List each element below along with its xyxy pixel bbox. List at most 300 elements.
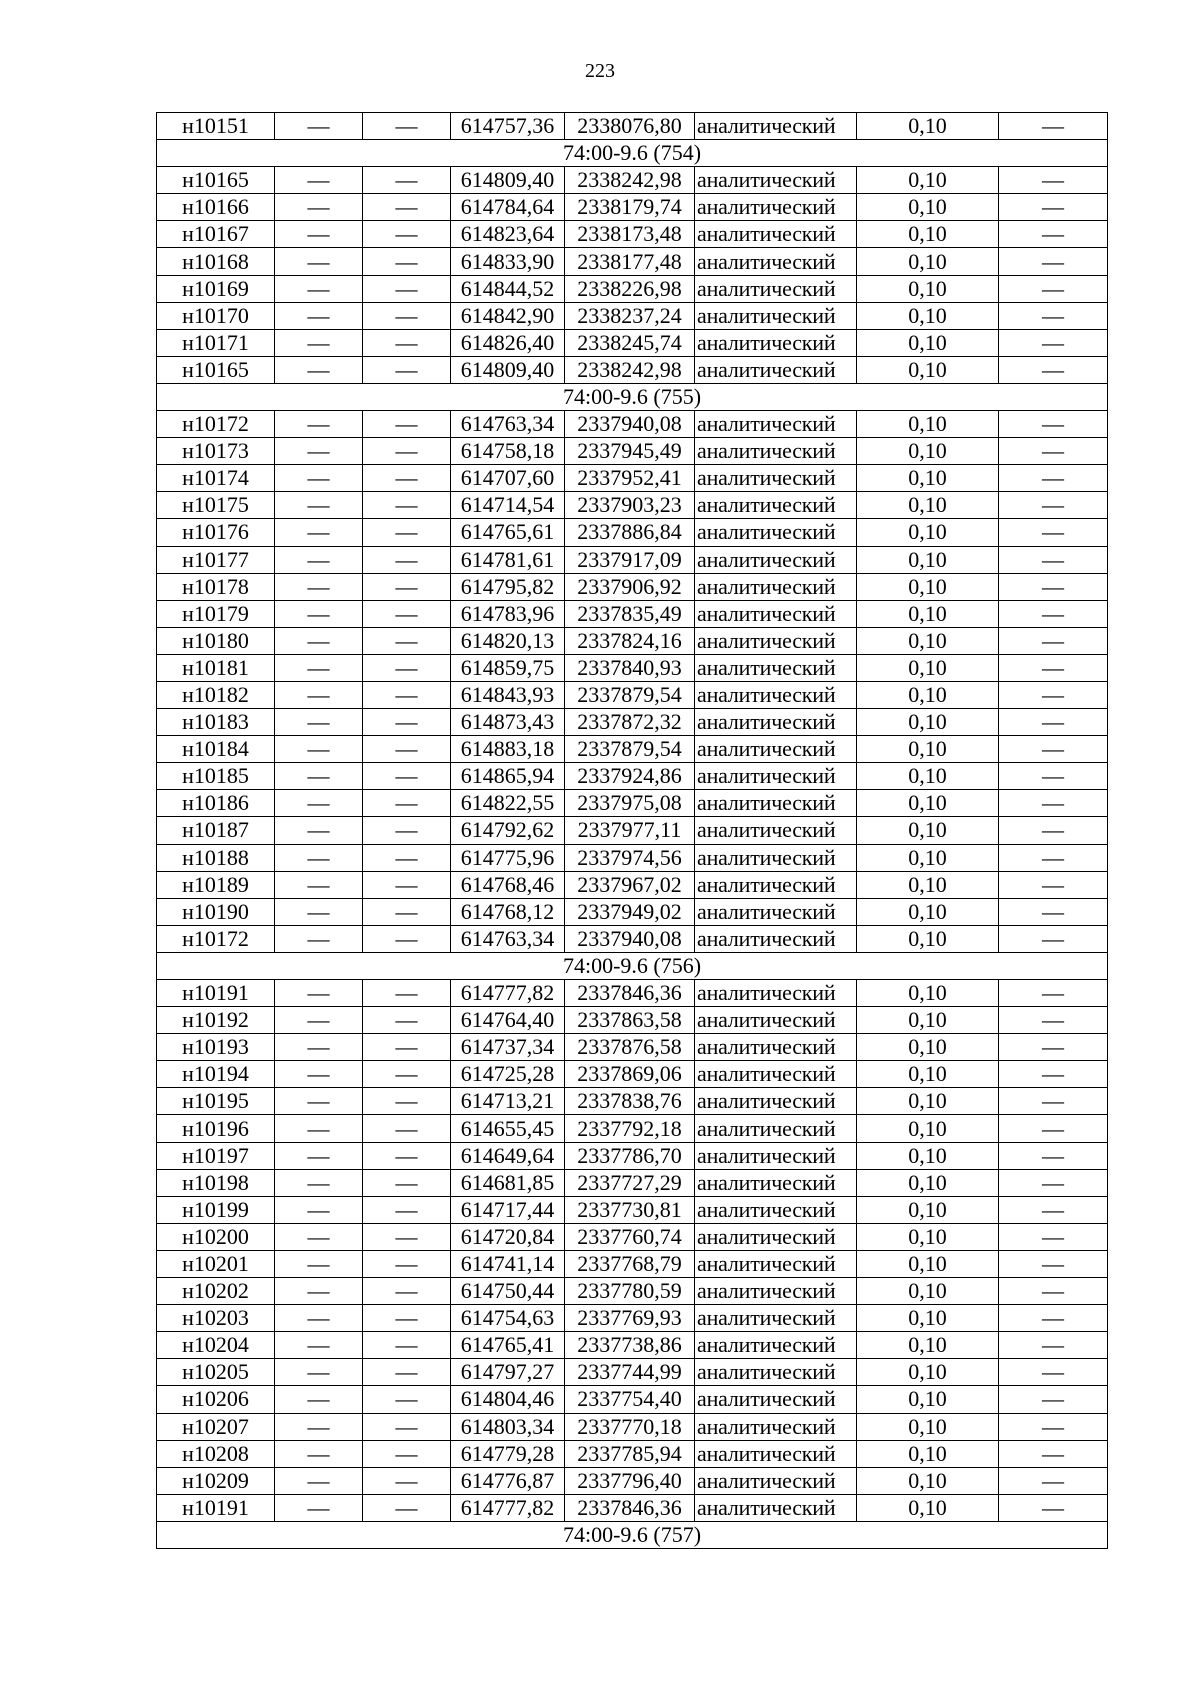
note-cell: — bbox=[999, 1467, 1108, 1494]
note-cell: — bbox=[999, 1061, 1108, 1088]
table-row bbox=[157, 871, 1108, 898]
coord-y-cell: 2337940,08 bbox=[565, 925, 695, 952]
accuracy-cell: 0,10 bbox=[857, 438, 999, 465]
coord-y-cell: 2337879,54 bbox=[565, 681, 695, 708]
method-cell: аналитический bbox=[695, 411, 857, 438]
coord-y-cell: 2337840,93 bbox=[565, 654, 695, 681]
empty-y-cell: — bbox=[363, 1494, 451, 1521]
method-cell: аналитический bbox=[695, 1034, 857, 1061]
empty-x-cell: — bbox=[275, 1169, 363, 1196]
empty-y-cell: — bbox=[363, 573, 451, 600]
method-cell: аналитический bbox=[695, 763, 857, 790]
empty-x-cell: — bbox=[275, 465, 363, 492]
coord-x-cell: 614803,34 bbox=[451, 1413, 565, 1440]
coord-y-cell: 2337846,36 bbox=[565, 980, 695, 1007]
table-row bbox=[157, 329, 1108, 356]
coord-y-cell: 2337974,56 bbox=[565, 844, 695, 871]
method-cell: аналитический bbox=[695, 627, 857, 654]
empty-y-cell: — bbox=[363, 1088, 451, 1115]
note-cell: — bbox=[999, 438, 1108, 465]
empty-x-cell: — bbox=[275, 1278, 363, 1305]
accuracy-cell: 0,10 bbox=[857, 736, 999, 763]
table-row bbox=[157, 925, 1108, 952]
empty-x-cell: — bbox=[275, 817, 363, 844]
point-id-cell: н10177 bbox=[157, 546, 275, 573]
empty-y-cell: — bbox=[363, 600, 451, 627]
empty-x-cell: — bbox=[275, 1007, 363, 1034]
accuracy-cell: 0,10 bbox=[857, 1305, 999, 1332]
note-cell: — bbox=[999, 1034, 1108, 1061]
empty-x-cell: — bbox=[275, 600, 363, 627]
empty-y-cell: — bbox=[363, 492, 451, 519]
coord-x-cell: 614776,87 bbox=[451, 1467, 565, 1494]
point-id-cell: н10202 bbox=[157, 1278, 275, 1305]
coord-x-cell: 614725,28 bbox=[451, 1061, 565, 1088]
note-cell: — bbox=[999, 1223, 1108, 1250]
empty-y-cell: — bbox=[363, 1413, 451, 1440]
coord-y-cell: 2337846,36 bbox=[565, 1494, 695, 1521]
accuracy-cell: 0,10 bbox=[857, 763, 999, 790]
note-cell: — bbox=[999, 1007, 1108, 1034]
coord-x-cell: 614707,60 bbox=[451, 465, 565, 492]
empty-x-cell: — bbox=[275, 167, 363, 194]
table-row bbox=[157, 627, 1108, 654]
empty-y-cell: — bbox=[363, 1305, 451, 1332]
accuracy-cell: 0,10 bbox=[857, 1007, 999, 1034]
coord-y-cell: 2337792,18 bbox=[565, 1115, 695, 1142]
note-cell: — bbox=[999, 275, 1108, 302]
coord-y-cell: 2337975,08 bbox=[565, 790, 695, 817]
point-id-cell: н10175 bbox=[157, 492, 275, 519]
empty-y-cell: — bbox=[363, 411, 451, 438]
empty-x-cell: — bbox=[275, 411, 363, 438]
table-row bbox=[157, 1169, 1108, 1196]
table-row bbox=[157, 1467, 1108, 1494]
note-cell: — bbox=[999, 546, 1108, 573]
empty-y-cell: — bbox=[363, 194, 451, 221]
table-row bbox=[157, 817, 1108, 844]
note-cell: — bbox=[999, 1305, 1108, 1332]
empty-y-cell: — bbox=[363, 1250, 451, 1277]
note-cell: — bbox=[999, 980, 1108, 1007]
coord-y-cell: 2337796,40 bbox=[565, 1467, 695, 1494]
group-header-row bbox=[157, 140, 1108, 167]
coord-x-cell: 614783,96 bbox=[451, 600, 565, 627]
accuracy-cell: 0,10 bbox=[857, 167, 999, 194]
coord-x-cell: 614823,64 bbox=[451, 221, 565, 248]
empty-y-cell: — bbox=[363, 1278, 451, 1305]
coord-y-cell: 2337838,76 bbox=[565, 1088, 695, 1115]
point-id-cell: н10168 bbox=[157, 248, 275, 275]
accuracy-cell: 0,10 bbox=[857, 275, 999, 302]
coord-y-cell: 2337835,49 bbox=[565, 600, 695, 627]
empty-y-cell: — bbox=[363, 356, 451, 383]
coord-x-cell: 614655,45 bbox=[451, 1115, 565, 1142]
table-row bbox=[157, 1332, 1108, 1359]
empty-y-cell: — bbox=[363, 465, 451, 492]
method-cell: аналитический bbox=[695, 519, 857, 546]
table-row bbox=[157, 167, 1108, 194]
point-id-cell: н10189 bbox=[157, 871, 275, 898]
note-cell: — bbox=[999, 113, 1108, 140]
note-cell: — bbox=[999, 736, 1108, 763]
note-cell: — bbox=[999, 248, 1108, 275]
note-cell: — bbox=[999, 519, 1108, 546]
table-row bbox=[157, 1413, 1108, 1440]
accuracy-cell: 0,10 bbox=[857, 1088, 999, 1115]
point-id-cell: н10172 bbox=[157, 925, 275, 952]
note-cell: — bbox=[999, 411, 1108, 438]
coord-y-cell: 2337727,29 bbox=[565, 1169, 695, 1196]
accuracy-cell: 0,10 bbox=[857, 248, 999, 275]
empty-x-cell: — bbox=[275, 302, 363, 329]
table-row bbox=[157, 438, 1108, 465]
empty-y-cell: — bbox=[363, 1386, 451, 1413]
empty-y-cell: — bbox=[363, 1440, 451, 1467]
coord-x-cell: 614741,14 bbox=[451, 1250, 565, 1277]
empty-x-cell: — bbox=[275, 1467, 363, 1494]
table-row bbox=[157, 1115, 1108, 1142]
method-cell: аналитический bbox=[695, 1413, 857, 1440]
coord-x-cell: 614792,62 bbox=[451, 817, 565, 844]
accuracy-cell: 0,10 bbox=[857, 356, 999, 383]
empty-x-cell: — bbox=[275, 194, 363, 221]
empty-x-cell: — bbox=[275, 790, 363, 817]
coord-x-cell: 614797,27 bbox=[451, 1359, 565, 1386]
table-row bbox=[157, 248, 1108, 275]
empty-x-cell: — bbox=[275, 980, 363, 1007]
point-id-cell: н10209 bbox=[157, 1467, 275, 1494]
table-row bbox=[157, 1034, 1108, 1061]
coord-x-cell: 614842,90 bbox=[451, 302, 565, 329]
method-cell: аналитический bbox=[695, 356, 857, 383]
coord-x-cell: 614765,61 bbox=[451, 519, 565, 546]
table-row bbox=[157, 1305, 1108, 1332]
note-cell: — bbox=[999, 709, 1108, 736]
coord-x-cell: 614777,82 bbox=[451, 1494, 565, 1521]
accuracy-cell: 0,10 bbox=[857, 221, 999, 248]
point-id-cell: н10203 bbox=[157, 1305, 275, 1332]
table-row bbox=[157, 1007, 1108, 1034]
empty-x-cell: — bbox=[275, 736, 363, 763]
empty-y-cell: — bbox=[363, 1223, 451, 1250]
coord-x-cell: 614843,93 bbox=[451, 681, 565, 708]
empty-x-cell: — bbox=[275, 573, 363, 600]
accuracy-cell: 0,10 bbox=[857, 1494, 999, 1521]
coord-y-cell: 2337924,86 bbox=[565, 763, 695, 790]
method-cell: аналитический bbox=[695, 573, 857, 600]
table-row bbox=[157, 1196, 1108, 1223]
empty-x-cell: — bbox=[275, 356, 363, 383]
table-row bbox=[157, 1142, 1108, 1169]
empty-x-cell: — bbox=[275, 627, 363, 654]
empty-y-cell: — bbox=[363, 1196, 451, 1223]
empty-y-cell: — bbox=[363, 1007, 451, 1034]
method-cell: аналитический bbox=[695, 1007, 857, 1034]
empty-y-cell: — bbox=[363, 763, 451, 790]
coord-y-cell: 2337760,74 bbox=[565, 1223, 695, 1250]
point-id-cell: н10188 bbox=[157, 844, 275, 871]
method-cell: аналитический bbox=[695, 817, 857, 844]
coord-x-cell: 614865,94 bbox=[451, 763, 565, 790]
coord-y-cell: 2337917,09 bbox=[565, 546, 695, 573]
coord-y-cell: 2337770,18 bbox=[565, 1413, 695, 1440]
method-cell: аналитический bbox=[695, 302, 857, 329]
empty-y-cell: — bbox=[363, 275, 451, 302]
method-cell: аналитический bbox=[695, 546, 857, 573]
empty-y-cell: — bbox=[363, 654, 451, 681]
point-id-cell: н10176 bbox=[157, 519, 275, 546]
table-row bbox=[157, 1250, 1108, 1277]
empty-x-cell: — bbox=[275, 844, 363, 871]
table-row bbox=[157, 790, 1108, 817]
coord-x-cell: 614795,82 bbox=[451, 573, 565, 600]
accuracy-cell: 0,10 bbox=[857, 1359, 999, 1386]
empty-x-cell: — bbox=[275, 113, 363, 140]
empty-x-cell: — bbox=[275, 546, 363, 573]
coord-x-cell: 614758,18 bbox=[451, 438, 565, 465]
coord-x-cell: 614883,18 bbox=[451, 736, 565, 763]
accuracy-cell: 0,10 bbox=[857, 519, 999, 546]
table-row bbox=[157, 898, 1108, 925]
empty-x-cell: — bbox=[275, 1088, 363, 1115]
group-label: 74:00-9.6 (756) bbox=[157, 952, 1108, 979]
coord-y-cell: 2337872,32 bbox=[565, 709, 695, 736]
accuracy-cell: 0,10 bbox=[857, 1332, 999, 1359]
accuracy-cell: 0,10 bbox=[857, 573, 999, 600]
method-cell: аналитический bbox=[695, 1061, 857, 1088]
accuracy-cell: 0,10 bbox=[857, 1386, 999, 1413]
coord-x-cell: 614750,44 bbox=[451, 1278, 565, 1305]
table-row bbox=[157, 980, 1108, 1007]
empty-x-cell: — bbox=[275, 492, 363, 519]
empty-x-cell: — bbox=[275, 1115, 363, 1142]
coord-x-cell: 614754,63 bbox=[451, 1305, 565, 1332]
empty-x-cell: — bbox=[275, 275, 363, 302]
method-cell: аналитический bbox=[695, 438, 857, 465]
coord-y-cell: 2337903,23 bbox=[565, 492, 695, 519]
empty-y-cell: — bbox=[363, 113, 451, 140]
accuracy-cell: 0,10 bbox=[857, 600, 999, 627]
empty-y-cell: — bbox=[363, 248, 451, 275]
table-row bbox=[157, 519, 1108, 546]
table-row bbox=[157, 844, 1108, 871]
note-cell: — bbox=[999, 600, 1108, 627]
method-cell: аналитический bbox=[695, 1467, 857, 1494]
point-id-cell: н10178 bbox=[157, 573, 275, 600]
accuracy-cell: 0,10 bbox=[857, 871, 999, 898]
empty-x-cell: — bbox=[275, 1386, 363, 1413]
method-cell: аналитический bbox=[695, 980, 857, 1007]
table-row bbox=[157, 113, 1108, 140]
empty-x-cell: — bbox=[275, 1413, 363, 1440]
empty-y-cell: — bbox=[363, 790, 451, 817]
coord-x-cell: 614826,40 bbox=[451, 329, 565, 356]
coord-x-cell: 614820,13 bbox=[451, 627, 565, 654]
method-cell: аналитический bbox=[695, 1332, 857, 1359]
point-id-cell: н10185 bbox=[157, 763, 275, 790]
method-cell: аналитический bbox=[695, 1359, 857, 1386]
accuracy-cell: 0,10 bbox=[857, 1278, 999, 1305]
coord-y-cell: 2337945,49 bbox=[565, 438, 695, 465]
note-cell: — bbox=[999, 1440, 1108, 1467]
accuracy-cell: 0,10 bbox=[857, 1250, 999, 1277]
table-row bbox=[157, 302, 1108, 329]
method-cell: аналитический bbox=[695, 1305, 857, 1332]
coord-y-cell: 2337786,70 bbox=[565, 1142, 695, 1169]
table-row bbox=[157, 654, 1108, 681]
empty-y-cell: — bbox=[363, 221, 451, 248]
accuracy-cell: 0,10 bbox=[857, 627, 999, 654]
method-cell: аналитический bbox=[695, 898, 857, 925]
coord-x-cell: 614804,46 bbox=[451, 1386, 565, 1413]
group-header-row bbox=[157, 383, 1108, 410]
point-id-cell: н10165 bbox=[157, 356, 275, 383]
method-cell: аналитический bbox=[695, 844, 857, 871]
coord-y-cell: 2337940,08 bbox=[565, 411, 695, 438]
method-cell: аналитический bbox=[695, 736, 857, 763]
note-cell: — bbox=[999, 194, 1108, 221]
empty-y-cell: — bbox=[363, 898, 451, 925]
note-cell: — bbox=[999, 167, 1108, 194]
coordinates-table bbox=[156, 112, 1108, 1549]
note-cell: — bbox=[999, 329, 1108, 356]
coord-y-cell: 2337977,11 bbox=[565, 817, 695, 844]
accuracy-cell: 0,10 bbox=[857, 1413, 999, 1440]
method-cell: аналитический bbox=[695, 465, 857, 492]
point-id-cell: н10165 bbox=[157, 167, 275, 194]
coord-y-cell: 2337769,93 bbox=[565, 1305, 695, 1332]
note-cell: — bbox=[999, 763, 1108, 790]
point-id-cell: н10193 bbox=[157, 1034, 275, 1061]
method-cell: аналитический bbox=[695, 1088, 857, 1115]
page-number: 223 bbox=[585, 60, 615, 82]
method-cell: аналитический bbox=[695, 1440, 857, 1467]
empty-x-cell: — bbox=[275, 438, 363, 465]
empty-y-cell: — bbox=[363, 925, 451, 952]
table-row bbox=[157, 194, 1108, 221]
table-row bbox=[157, 709, 1108, 736]
empty-x-cell: — bbox=[275, 898, 363, 925]
point-id-cell: н10186 bbox=[157, 790, 275, 817]
method-cell: аналитический bbox=[695, 113, 857, 140]
table-row bbox=[157, 1061, 1108, 1088]
point-id-cell: н10179 bbox=[157, 600, 275, 627]
note-cell: — bbox=[999, 1088, 1108, 1115]
accuracy-cell: 0,10 bbox=[857, 898, 999, 925]
coord-y-cell: 2337824,16 bbox=[565, 627, 695, 654]
coord-x-cell: 614717,44 bbox=[451, 1196, 565, 1223]
point-id-cell: н10190 bbox=[157, 898, 275, 925]
coord-x-cell: 614681,85 bbox=[451, 1169, 565, 1196]
method-cell: аналитический bbox=[695, 1386, 857, 1413]
coord-x-cell: 614714,54 bbox=[451, 492, 565, 519]
coord-y-cell: 2337785,94 bbox=[565, 1440, 695, 1467]
method-cell: аналитический bbox=[695, 167, 857, 194]
coord-y-cell: 2337754,40 bbox=[565, 1386, 695, 1413]
note-cell: — bbox=[999, 1196, 1108, 1223]
note-cell: — bbox=[999, 681, 1108, 708]
coord-x-cell: 614873,43 bbox=[451, 709, 565, 736]
point-id-cell: н10173 bbox=[157, 438, 275, 465]
coord-y-cell: 2337906,92 bbox=[565, 573, 695, 600]
empty-x-cell: — bbox=[275, 1250, 363, 1277]
coord-x-cell: 614768,12 bbox=[451, 898, 565, 925]
coord-y-cell: 2337952,41 bbox=[565, 465, 695, 492]
empty-x-cell: — bbox=[275, 1196, 363, 1223]
coord-y-cell: 2337949,02 bbox=[565, 898, 695, 925]
point-id-cell: н10197 bbox=[157, 1142, 275, 1169]
point-id-cell: н10192 bbox=[157, 1007, 275, 1034]
table-body bbox=[157, 113, 1108, 1549]
coord-x-cell: 614713,21 bbox=[451, 1088, 565, 1115]
table-row bbox=[157, 1494, 1108, 1521]
accuracy-cell: 0,10 bbox=[857, 1223, 999, 1250]
empty-y-cell: — bbox=[363, 329, 451, 356]
empty-y-cell: — bbox=[363, 302, 451, 329]
point-id-cell: н10208 bbox=[157, 1440, 275, 1467]
point-id-cell: н10204 bbox=[157, 1332, 275, 1359]
method-cell: аналитический bbox=[695, 1494, 857, 1521]
coord-x-cell: 614781,61 bbox=[451, 546, 565, 573]
method-cell: аналитический bbox=[695, 925, 857, 952]
accuracy-cell: 0,10 bbox=[857, 844, 999, 871]
empty-x-cell: — bbox=[275, 681, 363, 708]
note-cell: — bbox=[999, 492, 1108, 519]
note-cell: — bbox=[999, 817, 1108, 844]
table-row bbox=[157, 492, 1108, 519]
coord-y-cell: 2337744,99 bbox=[565, 1359, 695, 1386]
coord-y-cell: 2337879,54 bbox=[565, 736, 695, 763]
coord-x-cell: 614844,52 bbox=[451, 275, 565, 302]
empty-y-cell: — bbox=[363, 519, 451, 546]
empty-y-cell: — bbox=[363, 1061, 451, 1088]
accuracy-cell: 0,10 bbox=[857, 492, 999, 519]
accuracy-cell: 0,10 bbox=[857, 654, 999, 681]
method-cell: аналитический bbox=[695, 681, 857, 708]
table-row bbox=[157, 763, 1108, 790]
empty-y-cell: — bbox=[363, 980, 451, 1007]
point-id-cell: н10171 bbox=[157, 329, 275, 356]
method-cell: аналитический bbox=[695, 600, 857, 627]
point-id-cell: н10167 bbox=[157, 221, 275, 248]
coord-x-cell: 614777,82 bbox=[451, 980, 565, 1007]
point-id-cell: н10191 bbox=[157, 1494, 275, 1521]
accuracy-cell: 0,10 bbox=[857, 925, 999, 952]
coord-x-cell: 614809,40 bbox=[451, 167, 565, 194]
accuracy-cell: 0,10 bbox=[857, 709, 999, 736]
empty-x-cell: — bbox=[275, 1034, 363, 1061]
note-cell: — bbox=[999, 871, 1108, 898]
coord-x-cell: 614757,36 bbox=[451, 113, 565, 140]
empty-x-cell: — bbox=[275, 1305, 363, 1332]
accuracy-cell: 0,10 bbox=[857, 817, 999, 844]
point-id-cell: н10207 bbox=[157, 1413, 275, 1440]
method-cell: аналитический bbox=[695, 709, 857, 736]
method-cell: аналитический bbox=[695, 194, 857, 221]
note-cell: — bbox=[999, 627, 1108, 654]
method-cell: аналитический bbox=[695, 492, 857, 519]
coord-y-cell: 2338076,80 bbox=[565, 113, 695, 140]
group-label: 74:00-9.6 (754) bbox=[157, 140, 1108, 167]
accuracy-cell: 0,10 bbox=[857, 1142, 999, 1169]
method-cell: аналитический bbox=[695, 1115, 857, 1142]
coord-x-cell: 614809,40 bbox=[451, 356, 565, 383]
coord-y-cell: 2338173,48 bbox=[565, 221, 695, 248]
empty-x-cell: — bbox=[275, 925, 363, 952]
empty-x-cell: — bbox=[275, 871, 363, 898]
method-cell: аналитический bbox=[695, 221, 857, 248]
